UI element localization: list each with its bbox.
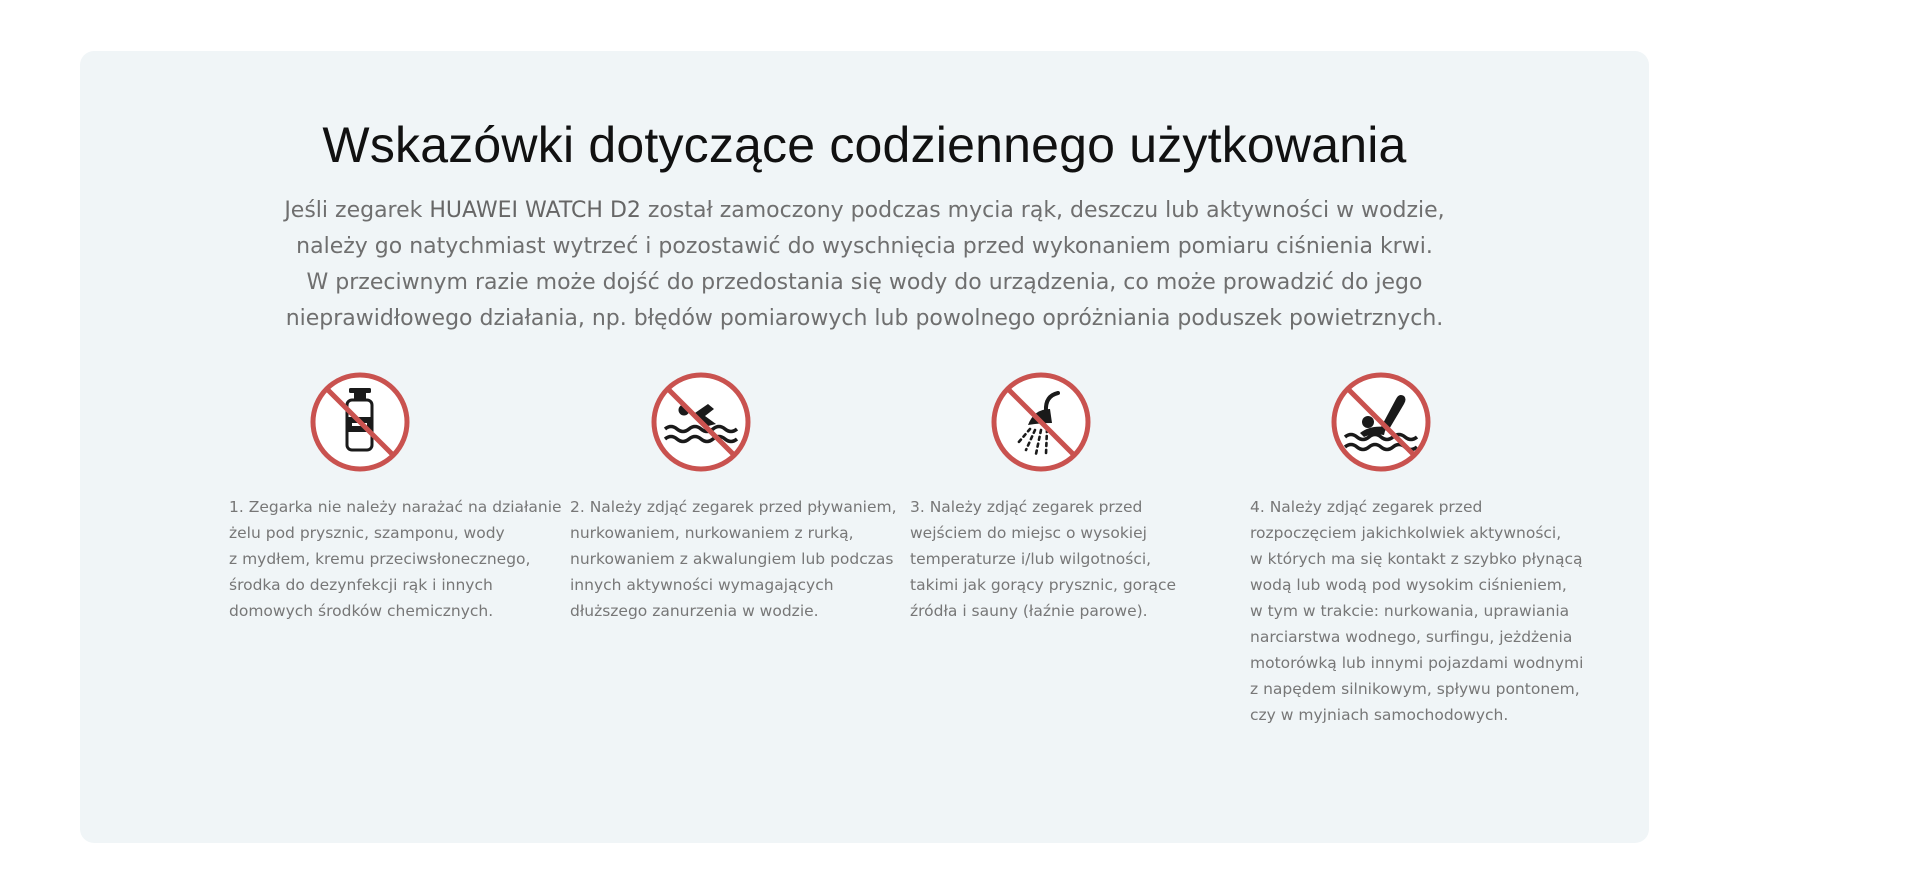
intro-line-1: Jeśli zegarek HUAWEI WATCH D2 został zamoczony podczas mycia rąk, deszczu lub aktywności w wodzie, — [284, 198, 1445, 223]
tip-text-1: 1. Zegarka nie należy narażać na działanie żelu pod prysznic, szamponu, wody z mydłem, kremu przeciwsłonecznego, środka do dezynfekcji rąk i innych domowych środków chemicznych. — [229, 498, 562, 620]
intro-line-4: nieprawidłowego działania, np. błędów pomiarowych lub powolnego opróżniania poduszek powietrznych. — [285, 306, 1444, 331]
no-swimming-icon — [650, 371, 752, 473]
tip-text-2: 2. Należy zdjąć zegarek przed pływaniem, nurkowaniem, nurkowaniem z rurką, nurkowaniem z akwalungiem lub podczas innych aktywności wymagających dłuższego zanurzenia w wodzie. — [570, 498, 897, 620]
no-hot-shower-icon — [990, 371, 1092, 473]
tip-text-3: 3. Należy zdjąć zegarek przed wejściem do miejsc o wysokiej temperaturze i/lub wilgotności, takimi jak gorący prysznic, gorące źródła i sauny (łaźnie parowe). — [910, 498, 1177, 620]
intro-line-3: W przeciwnym razie może dojść do przedostania się wody do urządzenia, co może prowadzić do jego — [306, 270, 1423, 295]
product-model-name: HUAWEI WATCH D2 — [429, 198, 641, 223]
tip-text-4: 4. Należy zdjąć zegarek przed rozpoczęciem jakichkolwiek aktywności, w których ma się kontakt z szybko płynącą wodą lub wodą pod wysokim ciśnieniem, w tym w trakcie: nurkowania, uprawiania narciarstwa wodnego, surfingu, jeżdżenia motorówką lub innymi pojazdami wodnymi z napędem silnikowym, spływu pontonem, czy w myjniach samochodowych. — [1250, 498, 1584, 724]
intro-line-2: należy go natychmiast wytrzeć i pozostawić do wyschnięcia przed wykonaniem pomiaru ciśnienia krwi. — [296, 234, 1433, 259]
usage-tips-panel — [80, 51, 1649, 843]
no-chemicals-icon — [309, 371, 411, 473]
intro-paragraph — [80, 193, 1649, 337]
tips-row — [80, 371, 1649, 791]
page-title: Wskazówki dotyczące codziennego użytkowania — [322, 117, 1407, 173]
no-water-sports-icon — [1330, 371, 1432, 473]
